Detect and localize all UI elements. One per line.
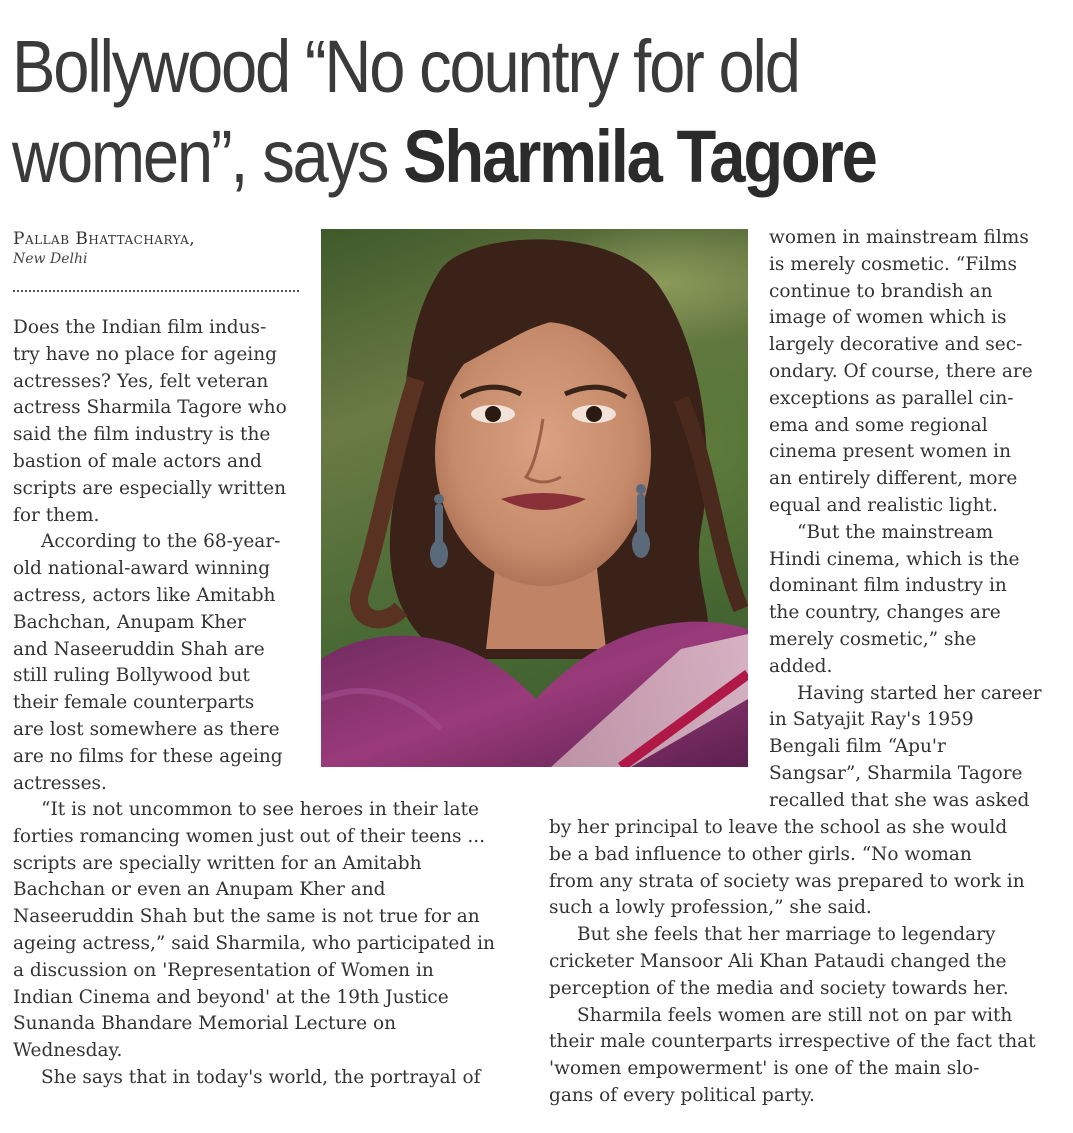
column-1-lower bbox=[13, 797, 538, 1092]
column-3 bbox=[769, 225, 1069, 815]
text-line: perception of the media and society towards her. bbox=[549, 977, 1009, 999]
text-line: equal and realistic light. bbox=[769, 494, 998, 516]
text-line: Having started her career bbox=[797, 682, 1042, 704]
text-line: by her principal to leave the school as she would bbox=[549, 817, 1008, 838]
text-line: ema and some regional bbox=[769, 414, 988, 436]
dateline-location: New Delhi bbox=[13, 251, 88, 267]
text-line: Does the Indian film indus- bbox=[13, 317, 267, 338]
text-line: try have no place for ageing bbox=[13, 343, 277, 365]
text-line: are lost somewhere as there bbox=[13, 718, 280, 740]
text-line: actresses? Yes, felt veteran bbox=[13, 370, 269, 392]
text-line: image of women which is bbox=[769, 307, 1007, 329]
text-line: exceptions as parallel cin- bbox=[769, 387, 1014, 409]
byline bbox=[13, 229, 195, 267]
text-line: Sangsar”, Sharmila Tagore bbox=[769, 762, 1023, 784]
column-3-lower bbox=[549, 815, 1069, 1110]
text-line: “But the mainstream bbox=[797, 521, 994, 543]
text-line: But she feels that her marriage to legendary bbox=[577, 924, 996, 946]
text-line: is merely cosmetic. “Films bbox=[769, 253, 1017, 275]
text-line: their male counterparts irrespective of the fact that bbox=[549, 1031, 1036, 1053]
text-line: added. bbox=[769, 655, 833, 677]
text-line: are no films for these ageing bbox=[13, 745, 283, 767]
text-line: an entirely different, more bbox=[769, 468, 1018, 490]
text-line: scripts are specially written for an Amitabh bbox=[13, 852, 422, 874]
column-1 bbox=[13, 315, 313, 797]
text-line: and Naseeruddin Shah are bbox=[13, 638, 265, 660]
text-line: forties romancing women just out of their teens ... bbox=[13, 825, 486, 847]
text-line: recalled that she was asked bbox=[769, 789, 1030, 811]
text-line: Hindi cinema, which is the bbox=[769, 548, 1020, 570]
text-line: scripts are especially written bbox=[13, 477, 287, 499]
text-line: “It is not uncommon to see heroes in their late bbox=[41, 799, 479, 820]
text-line: old national-award winning bbox=[13, 558, 271, 580]
text-line: actress, actors like Amitabh bbox=[13, 584, 276, 606]
text-line: Sharmila feels women are still not on par with bbox=[577, 1004, 1013, 1026]
text-line: for them. bbox=[13, 504, 100, 526]
text-line: ageing actress,” said Sharmila, who participated in bbox=[13, 932, 495, 954]
text-line: such a lowly profession,” she said. bbox=[549, 897, 872, 919]
portrait-illustration bbox=[321, 229, 748, 767]
text-line: merely cosmetic,” she bbox=[769, 628, 977, 650]
text-line: gans of every political party. bbox=[549, 1084, 815, 1106]
text-line: cricketer Mansoor Ali Khan Pataudi changed the bbox=[549, 950, 1007, 972]
text-line: in Satyajit Ray's 1959 bbox=[769, 709, 974, 731]
author-name: Pallab Bhattacharya, bbox=[13, 229, 196, 249]
text-line: ondary. Of course, there are bbox=[769, 360, 1033, 382]
text-line: actress Sharmila Tagore who bbox=[13, 397, 287, 419]
text-line: from any strata of society was prepared to work in bbox=[549, 870, 1025, 892]
text-line: their female counterparts bbox=[13, 692, 255, 714]
text-line: said the film industry is the bbox=[13, 424, 271, 446]
text-line: dominant film industry in bbox=[769, 575, 1007, 597]
text-line: Bachchan, Anupam Kher bbox=[13, 611, 246, 633]
text-line: Indian Cinema and beyond' at the 19th Justice bbox=[13, 986, 449, 1008]
text-line: cinema present women in bbox=[769, 441, 1011, 463]
text-line: Bachchan or even an Anupam Kher and bbox=[13, 879, 386, 901]
text-line: be a bad influence to other girls. “No woman bbox=[549, 843, 972, 865]
text-line: continue to brandish an bbox=[769, 280, 993, 302]
text-line: bastion of male actors and bbox=[13, 450, 262, 472]
portrait-photo bbox=[321, 229, 748, 767]
text-line: actresses. bbox=[13, 772, 107, 794]
text-line: largely decorative and sec- bbox=[769, 334, 1023, 356]
text-line: a discussion on 'Representation of Women in bbox=[13, 959, 434, 981]
headline-main: Bollywood “No country for old women”, says bbox=[12, 25, 799, 198]
text-line: Bengali film “Apu'r bbox=[769, 736, 946, 758]
text-line: According to the 68-year- bbox=[41, 531, 281, 553]
text-line: 'women empowerment' is one of the main slo- bbox=[549, 1058, 980, 1080]
text-line: Naseeruddin Shah but the same is not true for an bbox=[13, 906, 480, 928]
byline-divider bbox=[13, 290, 299, 292]
text-line: still ruling Bollywood but bbox=[13, 665, 250, 687]
text-line: Sunanda Bhandare Memorial Lecture on bbox=[13, 1013, 397, 1035]
headline-name: Sharmila Tagore bbox=[403, 115, 876, 198]
text-line: women in mainstream films bbox=[769, 227, 1029, 248]
text-line: the country, changes are bbox=[769, 602, 1001, 624]
text-line: She says that in today's world, the portrayal of bbox=[41, 1066, 481, 1088]
headline bbox=[12, 22, 936, 202]
text-line: Wednesday. bbox=[13, 1040, 123, 1062]
